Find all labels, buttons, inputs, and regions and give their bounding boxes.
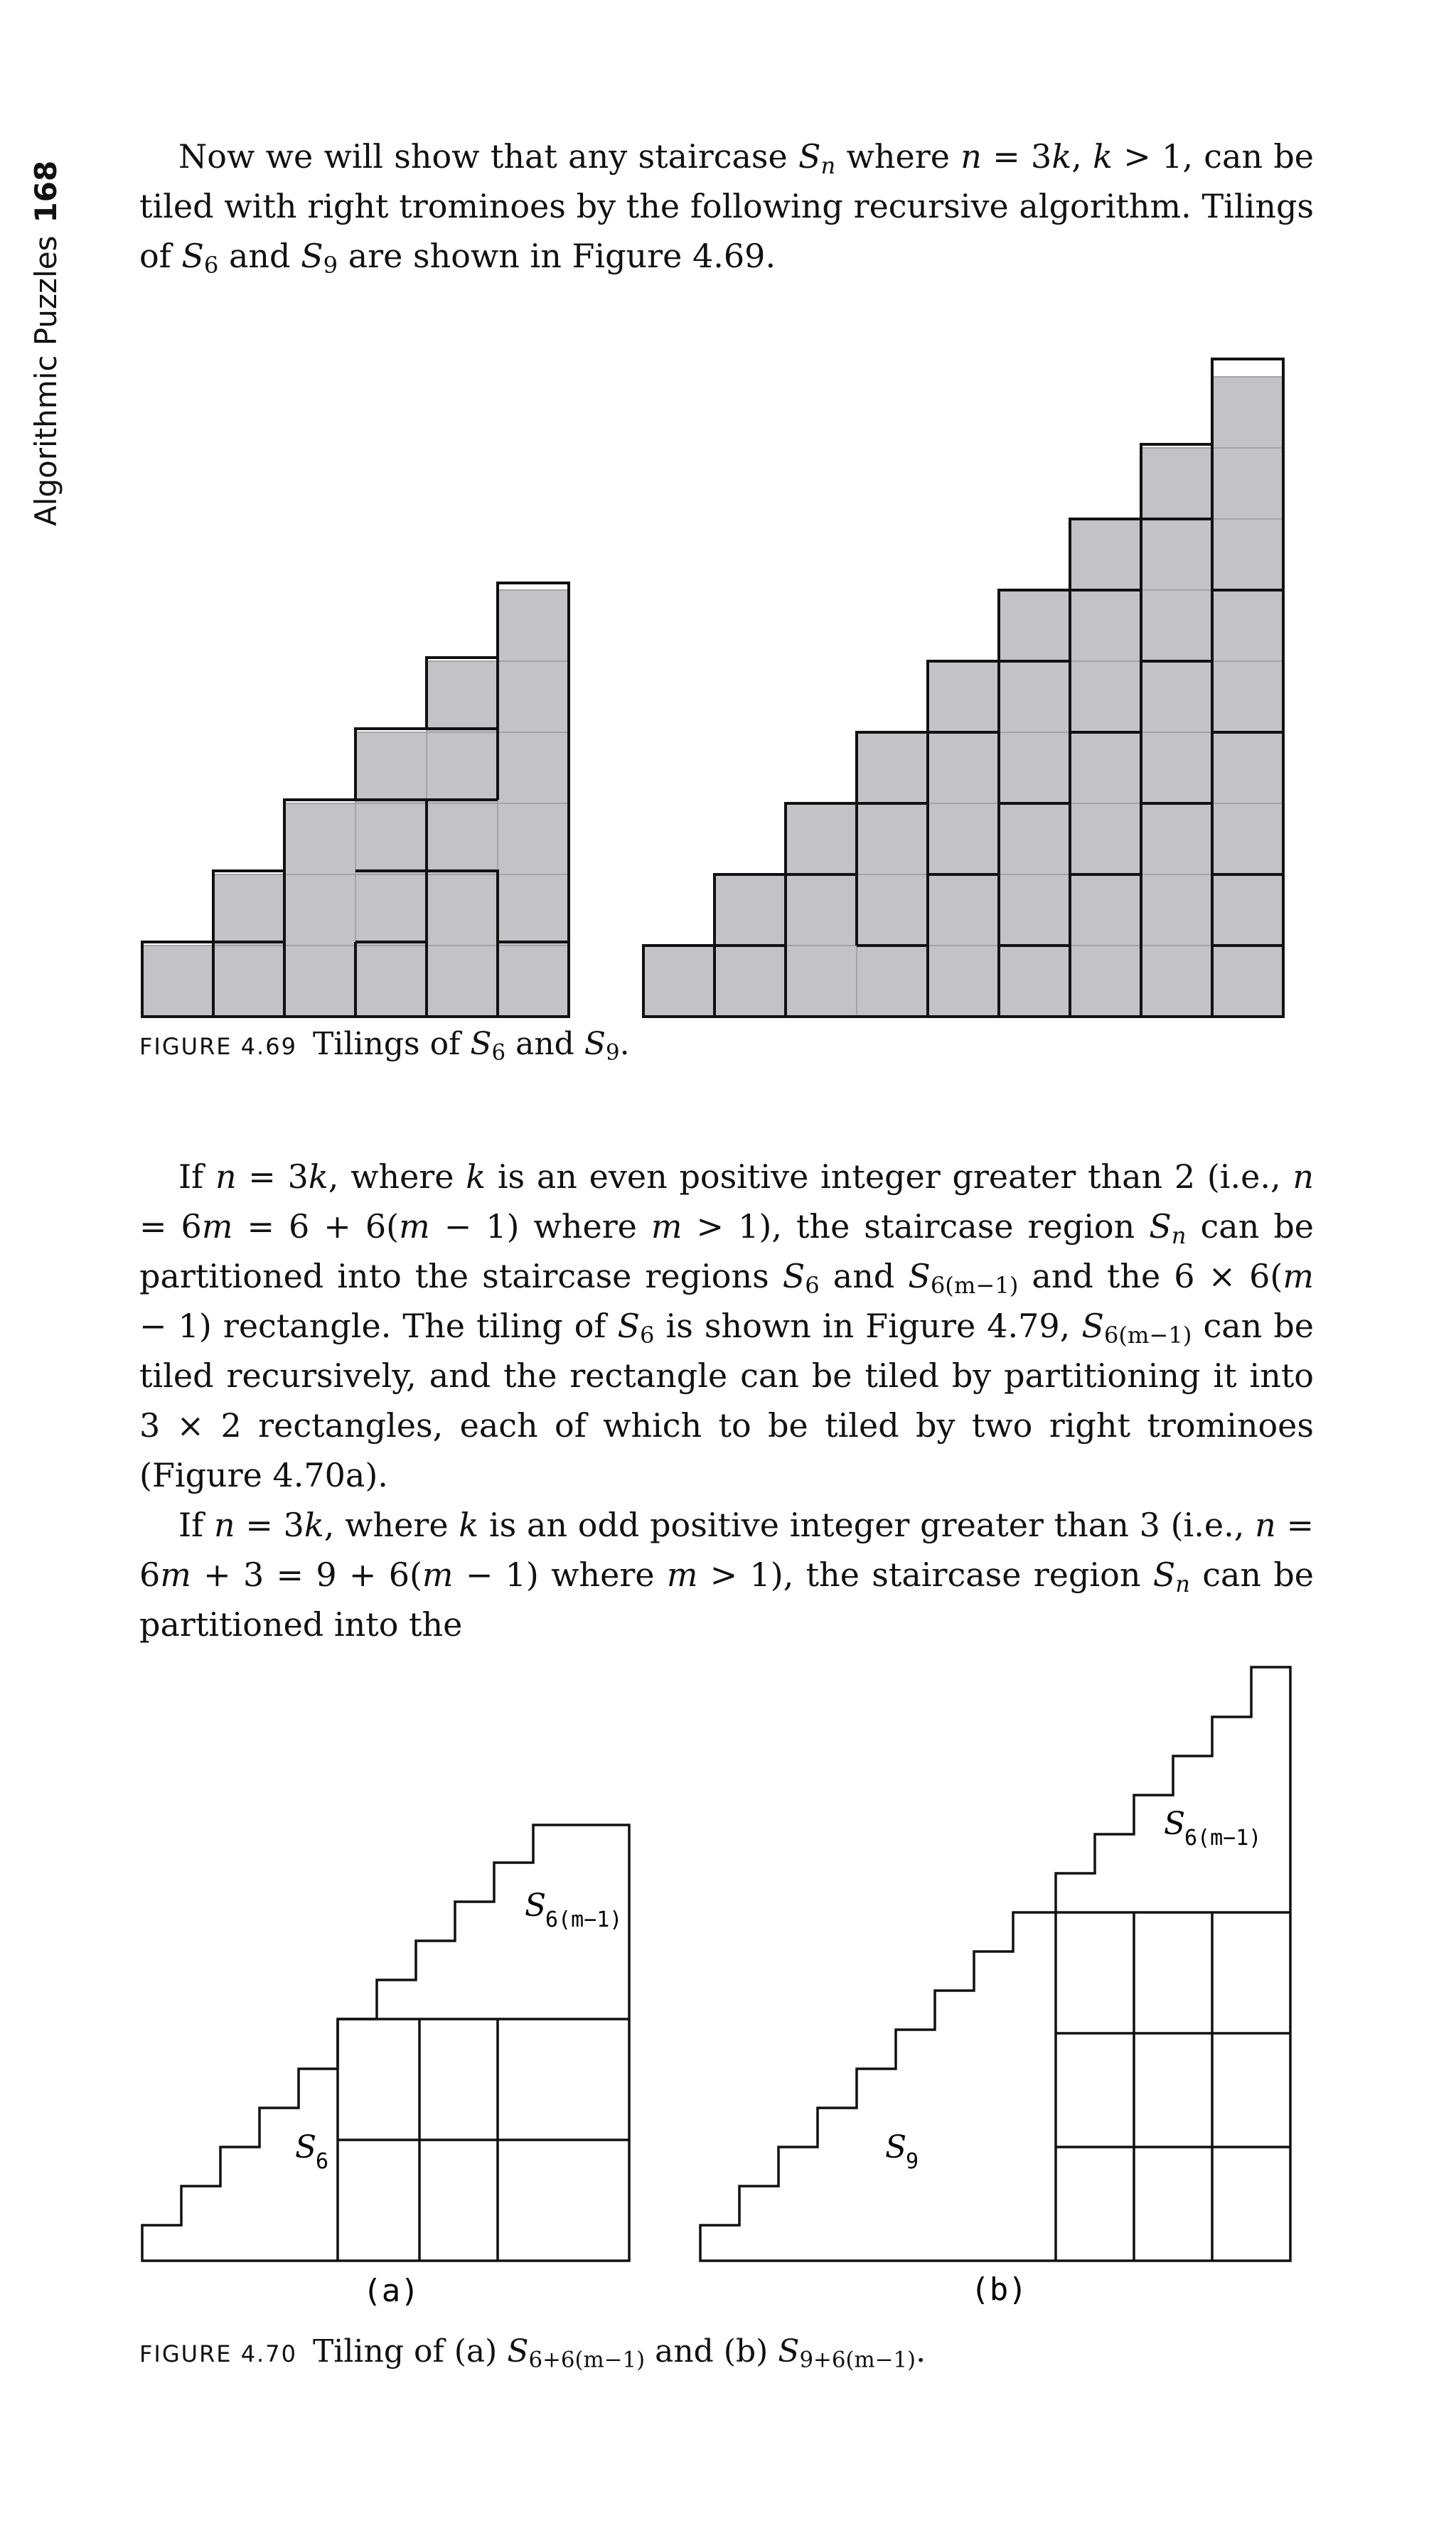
tile-cell [284, 874, 355, 946]
tile-cell [1141, 661, 1212, 732]
tile-cell [999, 732, 1070, 803]
s9-label-sub: 9 [906, 2149, 919, 2174]
tile-cell [498, 946, 569, 1017]
tile-cell [928, 732, 999, 803]
tile-cell [213, 874, 284, 946]
tile-cell [928, 874, 999, 946]
tile-cell [928, 803, 999, 874]
tile-cell [1070, 946, 1141, 1017]
tile-cell [786, 803, 857, 874]
tile-cell [284, 803, 355, 874]
tile-cell [498, 661, 569, 732]
s9-cells [643, 377, 1283, 1017]
s6m-label-b-sub: 6(m−1) [1184, 1826, 1262, 1851]
tile-cell [284, 946, 355, 1017]
figure-4-70a-diagram [135, 1767, 647, 2307]
tile-cell [1141, 519, 1212, 590]
tile-cell [1141, 732, 1212, 803]
tile-cell [999, 946, 1070, 1017]
tile-cell [1212, 874, 1283, 946]
panel-b-label: (b) [970, 2271, 1027, 2307]
tile-cell [1070, 874, 1141, 946]
tile-cell [1070, 519, 1141, 590]
tile-cell [857, 803, 928, 874]
paragraph-even-case: If n = 3k, where k is an even positive integer greater than 2 (i.e., n = 6m = 6 + 6(m − 1) where m > 1), the staircase region $S_n$ can be partitioned into the staircase regions $S_6$ and $S_{6(m-1)}$ and the 6 × 6(m − 1) rectangle. The tiling of $S_6$ is shown in Figure 4.79, $S_{6(m-1)}$ can be tiled recursively, and the rectangle can be tiled by partitioning it into 3 × 2 rectangles, each of which to be tiled by two right trominoes (Figure 4.70a). If n = 3k, where k is an odd positive integer greater than 3 (i.e., n = 6m + 3 = 9 + 6(m − 1) where m > 1), the staircase region $S_n$ can be partitioned into the [139, 1157, 1315, 1644]
tile-cell [142, 946, 213, 1017]
tile-cell [1212, 661, 1283, 732]
tile-cell [427, 661, 498, 732]
s6-label: S [295, 2129, 317, 2165]
tile-cell [355, 803, 427, 874]
tile-cell [786, 946, 857, 1017]
s6m-label: S [525, 1888, 547, 1924]
tile-cell [999, 803, 1070, 874]
tile-cell [355, 946, 427, 1017]
page-number: 168 [28, 160, 63, 223]
tile-cell [1212, 732, 1283, 803]
tile-cell [1212, 448, 1283, 519]
tile-cell [857, 874, 928, 946]
tile-cell [498, 874, 569, 946]
tile-cell [498, 590, 569, 661]
tile-cell [1212, 377, 1283, 448]
s6m-label-b: S [1164, 1806, 1186, 1842]
tile-cell [213, 946, 284, 1017]
section-title: Algorithmic Puzzles [28, 235, 63, 526]
paragraph-intro: Now we will show that any staircase $S_n$ where n = 3k, k > 1, can be tiled with right trominoes by the following recursive algorithm. Tilings of $S_6$ and $S_9$ are shown in Figure 4.69. [139, 137, 1315, 279]
figure-4-70-caption: FIGURE 4.70 Tiling of (a) $S_{6+6(m-1)}$ and (b) $S_{9+6(m-1)}$. [139, 2333, 926, 2373]
figure-4-69-caption: FIGURE 4.69 Tilings of $S_6$ and $S_9$. [139, 1026, 630, 1066]
tile-cell [427, 732, 498, 803]
tile-cell [427, 874, 498, 946]
tile-cell [1141, 590, 1212, 661]
tile-cell [427, 946, 498, 1017]
tile-cell [999, 590, 1070, 661]
tile-cell [1141, 946, 1212, 1017]
tile-cell [1070, 590, 1141, 661]
tile-cell [1212, 519, 1283, 590]
tile-cell [928, 661, 999, 732]
tile-cell [928, 946, 999, 1017]
tile-cell [1070, 803, 1141, 874]
running-header [28, 135, 71, 526]
figure-4-69-s9-tiling [636, 352, 1305, 1024]
tile-cell [427, 803, 498, 874]
tile-cell [1070, 732, 1141, 803]
tile-cell [1141, 874, 1212, 946]
s6m-label-sub: 6(m−1) [545, 1907, 623, 1932]
tile-cell [1212, 946, 1283, 1017]
figure-4-70b-diagram [693, 1646, 1312, 2307]
tile-cell [999, 661, 1070, 732]
panel-a-label: (a) [363, 2273, 419, 2307]
tile-cell [714, 946, 786, 1017]
tile-cell [498, 803, 569, 874]
tile-cell [643, 946, 714, 1017]
tile-cell [355, 732, 427, 803]
tile-cell [857, 946, 928, 1017]
tile-cell [498, 732, 569, 803]
tile-cell [1141, 803, 1212, 874]
tile-cell [999, 874, 1070, 946]
figure-4-69-s6-tiling [135, 569, 590, 1024]
tile-cell [786, 874, 857, 946]
tile-cell [857, 732, 928, 803]
s9-label: S [885, 2129, 907, 2165]
tile-cell [1212, 803, 1283, 874]
tile-cell [1141, 448, 1212, 519]
tile-cell [355, 874, 427, 946]
tile-cell [714, 874, 786, 946]
tile-cell [1212, 590, 1283, 661]
s6-label-sub: 6 [316, 2149, 329, 2174]
tile-cell [1070, 661, 1141, 732]
